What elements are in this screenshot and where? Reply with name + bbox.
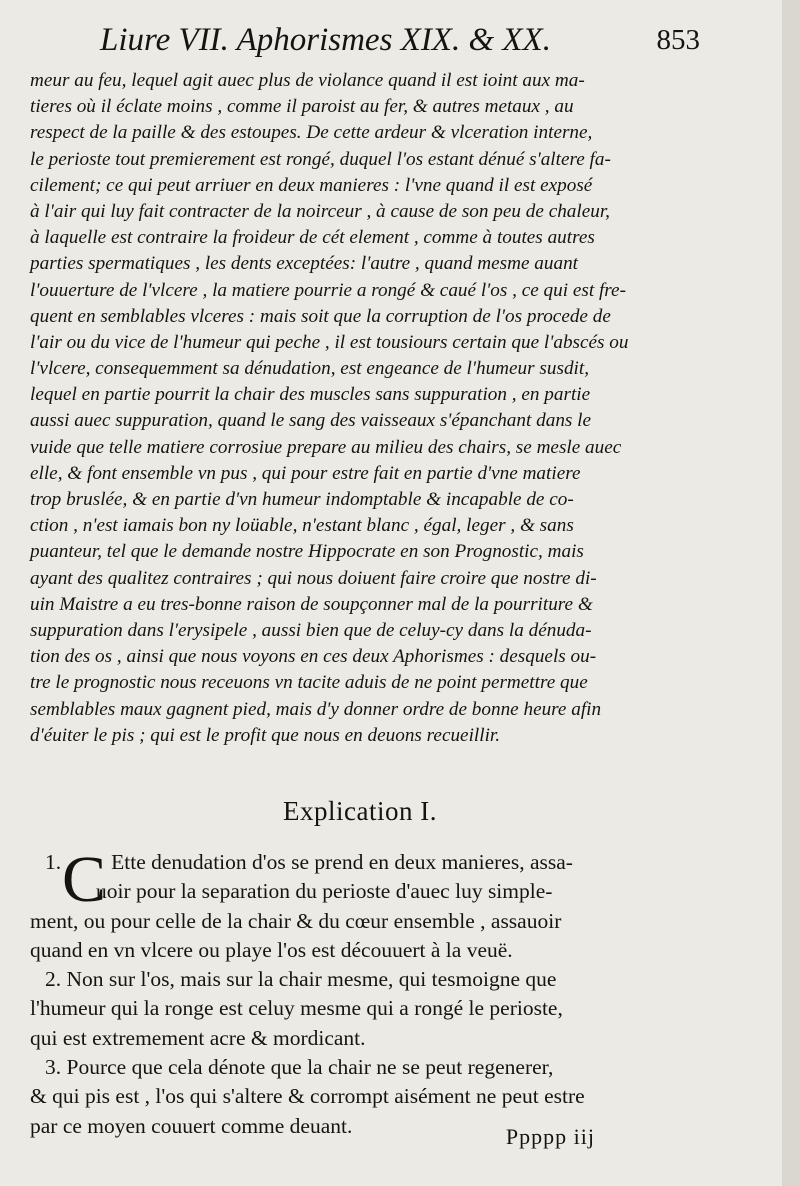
commentary-line: cilement; ce qui peut arriuer en deux manieres : l'vne quand il est exposé: [30, 174, 593, 196]
explication-line: l'humeur qui la ronge est celuy mesme qui a rongé le perioste,: [30, 996, 563, 1021]
commentary-line: l'vlcere, consequemment sa dénudation, est engeance de l'humeur susdit,: [30, 358, 589, 380]
commentary-line: meur au feu, lequel agit auec plus de violance quand il est ioint aux ma-: [30, 70, 585, 91]
commentary-line: suppuration dans l'erysipele , aussi bien que de celuy-cy dans la dénuda-: [30, 619, 592, 641]
commentary-line: ction , n'est iamais bon ny loüable, n'estant blanc , égal, leger , & sans: [30, 515, 574, 537]
section-heading: Explication I.: [283, 796, 437, 826]
commentary-line: parties spermatiques , les dents exceptées: l'autre , quand mesme auant: [30, 253, 578, 275]
commentary-line: aussi auec suppuration, quand le sang des vaisseaux s'épanchant dans le: [30, 410, 592, 432]
explication-line: ment, ou pour celle de la chair & du cœur ensemble , assauoir: [30, 908, 562, 933]
note-number-1: 1.: [45, 850, 62, 874]
commentary-line: à laquelle est contraire la froideur de cét element , comme à toutes autres: [30, 227, 595, 249]
drop-cap: C: [62, 843, 107, 916]
commentary-line: ayant des qualitez contraires ; qui nous doiuent faire croire que nostre di-: [30, 567, 597, 589]
commentary-line: à l'air qui luy fait contracter de la noirceur , à cause de son peu de chaleur,: [30, 200, 610, 222]
commentary-line: d'éuiter le pis ; qui est le profit que nous en deuons recueillir.: [30, 724, 501, 746]
commentary-line: lequel en partie pourrit la chair des muscles sans suppuration , en partie: [30, 384, 591, 406]
signature-mark: Ppppp iij: [505, 1124, 595, 1149]
explication-line: quand en vn vlcere ou playe l'os est découuert à la veuë.: [30, 937, 513, 962]
italic-commentary: [30, 68, 680, 749]
commentary-line: elle, & font ensemble vn pus , qui pour estre fait en partie d'vne matiere: [30, 462, 581, 484]
commentary-line: tion des os , ainsi que nous voyons en ces deux Aphorismes : desquels ou-: [30, 646, 597, 668]
note-number-2: 2.: [45, 967, 62, 992]
explication-line: par ce moyen couuert comme deuant.: [30, 1113, 353, 1138]
commentary-line: tieres où il éclate moins , comme il paroist au fer, & autres metaux , au: [30, 96, 574, 118]
explication-line: uoir pour la separation du perioste d'auec luy simple-: [96, 879, 553, 904]
commentary-line: vuide que telle matiere corrosiue prepare au milieu des chairs, se mesle auec: [30, 436, 622, 458]
commentary-line: trop bruslée, & en partie d'vn humeur indomptable & incapable de co-: [30, 489, 574, 510]
commentary-line: l'air ou du vice de l'humeur qui peche , il est tousiours certain que l'abscés ou: [30, 331, 629, 353]
commentary-line: uin Maistre a eu tres-bonne raison de soupçonner mal de la pourriture &: [30, 593, 593, 615]
page-number: 853: [656, 24, 700, 56]
explication-text: [30, 843, 680, 1141]
explication-line: Pource que cela dénote que la chair ne se peut regenerer,: [66, 1055, 554, 1080]
running-header: [100, 22, 700, 66]
commentary-line: tre le prognostic nous receuons vn tacite aduis de ne point permettre que: [30, 672, 588, 694]
running-title: Liure VII. Aphorismes XIX. & XX.: [100, 22, 551, 58]
commentary-line: quent en semblables vlceres : mais soit que la corruption de l'os procede de: [30, 305, 611, 327]
explication-line: & qui pis est , l'os qui s'altere & corrompt aisément ne peut estre: [30, 1084, 585, 1109]
explication-line: Ette denudation d'os se prend en deux manieres, assa-: [111, 850, 573, 874]
commentary-line: le perioste tout premierement est rongé, duquel l'os estant dénué s'altere fa-: [30, 148, 611, 170]
commentary-line: semblables maux gagnent pied, mais d'y donner ordre de bonne heure afin: [30, 698, 602, 720]
explication-line: Non sur l'os, mais sur la chair mesme, qui tesmoigne que: [66, 967, 557, 992]
explication-line: qui est extremement acre & mordicant.: [30, 1025, 366, 1050]
commentary-line: respect de la paille & des estoupes. De cette ardeur & vlceration interne,: [30, 122, 593, 144]
page-edge: [782, 0, 800, 1186]
note-number-3: 3.: [45, 1055, 62, 1080]
commentary-line: puanteur, tel que le demande nostre Hippocrate en son Prognostic, mais: [30, 541, 584, 563]
commentary-line: l'ouuerture de l'vlcere , la matiere pourrie a rongé & caué l'os , ce qui est fre-: [30, 279, 626, 301]
